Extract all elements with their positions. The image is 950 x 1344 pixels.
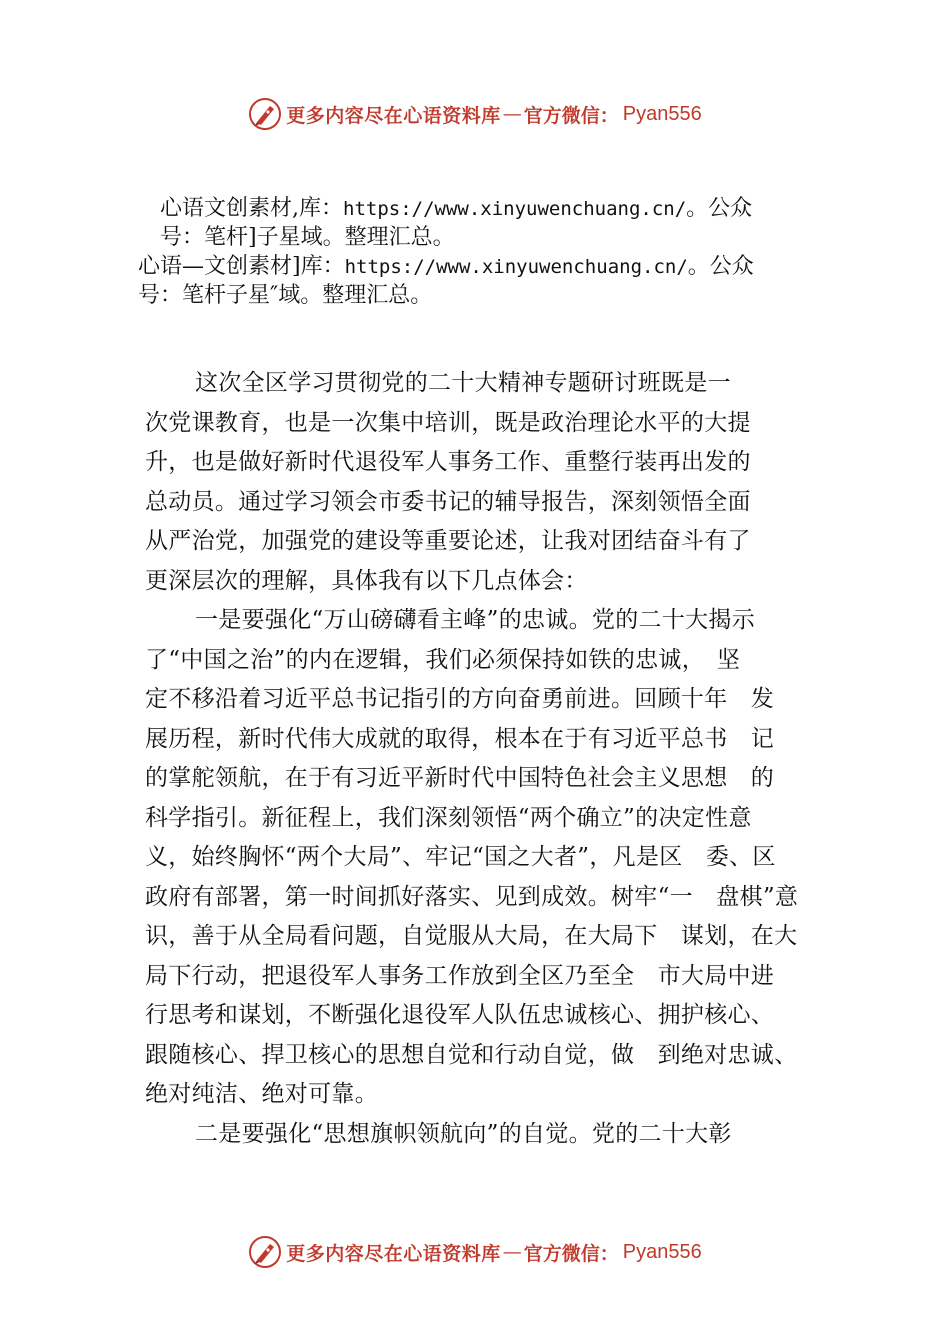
banner-wechat-label: 官方微信： [523,1242,619,1265]
paragraph-line: 一是要强化“万山磅礴看主峰”的忠诚。党的二十大揭示 [195,607,756,633]
paragraph-line: 局下行动，把退役军人事务工作放到全区乃至全 市大局中进 [145,962,775,989]
paragraph-line: 政府有部署，第一时间抓好落实、见到成效。树牢“一 盘棋”意 [145,883,799,910]
paragraph-line: 义，始终胸怀“两个大局”、牢记“国之大者”，凡是区 委、区 [145,844,776,870]
footer-banner [0,1232,950,1272]
paragraph-line: 的掌舵领航，在于有习近平新时代中国特色社会主义思想 的 [145,765,775,791]
banner-wechat-id: Pyan556 [622,102,702,125]
paragraph-line: 定不移沿着习近平总书记指引的方向奋勇前进。回顾十年 发 [145,686,775,712]
source-note-prefix: 心语文创素材,库： [160,196,343,221]
banner-wechat-label: 官方微信： [523,104,619,127]
paragraph-line: 行思考和谋划，不断强化退役军人队伍忠诚核心、拥护核心、 [145,1002,775,1028]
fountain-pen-logo-icon [248,1235,282,1269]
fountain-pen-logo-icon [248,97,282,131]
header-banner [0,94,950,134]
banner-text: 更多内容尽在心语资料库 [286,104,501,127]
article-body [145,364,835,1154]
paragraph-line: 更深层次的理解，具体我有以下几点体会： [145,567,588,594]
paragraph-line: 升，也是做好新时代退役军人事务工作、重整行装再出发的 [145,449,751,475]
source-note-url: https://www.xinyuwenchuang.cn/ [344,256,688,278]
source-note-prefix: 心语—文创素材]库： [138,254,345,279]
paragraph-line: 展历程，新时代伟大成就的取得，根本在于有习近平总书 记 [145,725,775,752]
paragraph-line: 总动员。通过学习领会市委书记的辅导报告，深刻领悟全面 [145,488,751,515]
paragraph-line: 绝对纯洁、绝对可靠。 [145,1081,378,1107]
paragraph-line: 了“中国之治”的内在逻辑，我们必须保持如铁的忠诚， 坚 [145,646,741,673]
paragraph-line: 从严治党，加强党的建设等重要论述，让我对团结奋斗有了 [145,528,751,554]
source-note-1-line-1 [160,194,752,224]
paragraph-line: 二是要强化“思想旗帜领航向”的自觉。党的二十大彰 [195,1120,732,1147]
source-note-2-line-1 [138,252,754,282]
banner-text: 更多内容尽在心语资料库 [286,1242,501,1265]
banner-separator: — [502,103,522,125]
paragraph-line: 识，善于从全局看问题，自觉服从大局，在大局下 谋划，在大 [145,923,798,949]
source-note-suffix: 。公众 [686,196,753,221]
paragraph-line: 跟随核心、捍卫核心的思想自觉和行动自觉，做 到绝对忠诚、 [145,1041,798,1068]
source-note-2-line-2: 号：笔杆子星″域。整理汇总。 [138,283,433,308]
banner-wechat-id: Pyan556 [622,1240,702,1263]
banner-separator: — [502,1241,522,1263]
source-note-suffix: 。公众 [687,254,754,279]
paragraph-line: 次党课教育，也是一次集中培训，既是政治理论水平的大提 [145,409,751,436]
paragraph-line: 这次全区学习贯彻党的二十大精神专题研讨班既是一 [195,370,731,396]
paragraph-line: 科学指引。新征程上，我们深刻领悟“两个确立”的决定性意 [145,804,752,831]
source-note-url: https://www.xinyuwenchuang.cn/ [343,198,687,220]
source-note-1-line-2: 号：笔杆]子星域。整理汇总。 [160,225,455,250]
